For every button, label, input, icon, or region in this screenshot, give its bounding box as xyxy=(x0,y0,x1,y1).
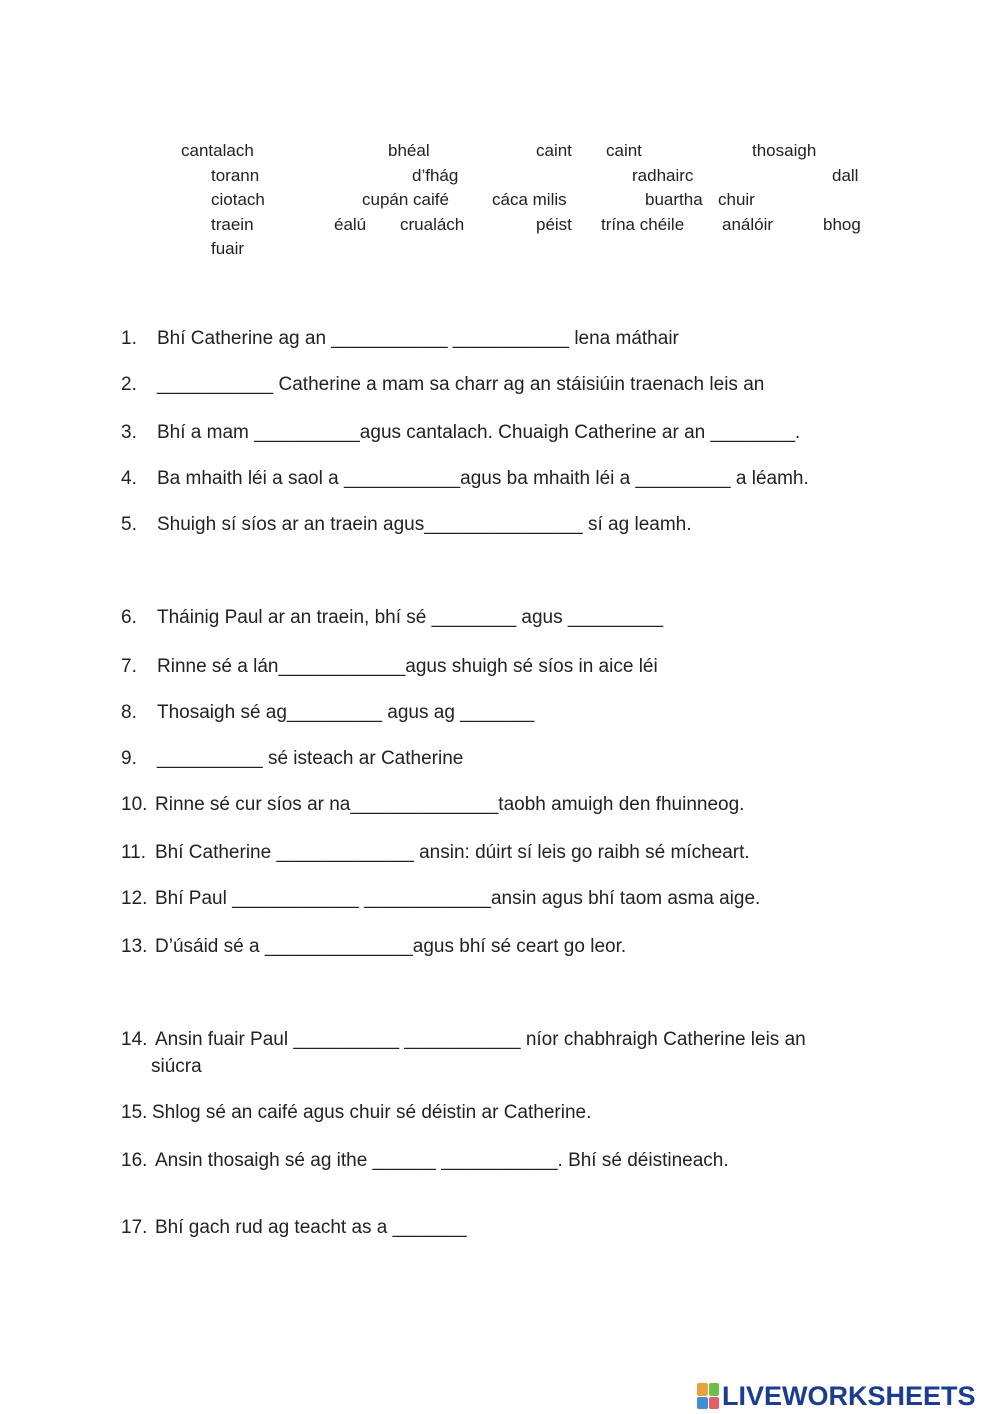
word-bank-word: éalú xyxy=(334,215,367,234)
question-11 xyxy=(121,840,750,866)
question-7 xyxy=(121,654,658,680)
word-bank-word: bhog xyxy=(823,215,861,234)
word-bank-word: cupán caifé xyxy=(362,190,449,209)
question-number: 14. xyxy=(121,1029,148,1050)
word-bank-word: péist xyxy=(536,215,572,234)
question-text: Bhí Paul ____________ ____________ansin agus bhí taom asma aige. xyxy=(155,888,761,909)
question-5 xyxy=(121,512,692,538)
question-12 xyxy=(121,886,760,912)
question-text: D’úsáid sé a ______________agus bhí sé ceart go leor. xyxy=(155,936,627,957)
word-bank-word: caint xyxy=(606,141,642,160)
logo-square xyxy=(697,1397,708,1410)
word-bank-word: análóir xyxy=(722,215,774,234)
question-number: 15. xyxy=(121,1102,148,1123)
question-15 xyxy=(121,1100,591,1126)
question-8 xyxy=(121,700,534,726)
word-bank-word: cantalach xyxy=(181,141,254,160)
question-text: Shuigh sí síos ar an traein agus_______________ sí ag leamh. xyxy=(157,514,692,535)
question-number: 3. xyxy=(121,422,137,443)
word-bank-word: bhéal xyxy=(388,141,430,160)
question-text: Ansin fuair Paul __________ ___________ níor chabhraigh Catherine leis an xyxy=(155,1029,806,1050)
word-bank-word: chuir xyxy=(718,190,755,209)
liveworksheets-logo-text: LIVEWORKSHEETS xyxy=(722,1380,976,1411)
question-text: Ba mhaith léi a saol a ___________agus ba mhaith léi a _________ a léamh. xyxy=(157,468,809,489)
question-number: 1. xyxy=(121,328,137,349)
question-number: 9. xyxy=(121,748,137,769)
question-text: Bhí Catherine ag an ___________ ___________ lena máthair xyxy=(157,328,679,349)
word-bank-word: thosaigh xyxy=(752,141,817,160)
word-bank-word: trína chéile xyxy=(601,215,685,234)
question-number: 6. xyxy=(121,607,137,628)
question-number: 17. xyxy=(121,1217,148,1238)
word-bank-word: ciotach xyxy=(211,190,265,209)
word-bank-word: radhairc xyxy=(632,166,694,185)
question-text: Bhí gach rud ag teacht as a _______ xyxy=(155,1217,467,1238)
question-number: 12. xyxy=(121,888,148,909)
word-bank-word: buartha xyxy=(645,190,703,209)
question-text: ___________ Catherine a mam sa charr ag an stáisiúin traenach leis an xyxy=(157,374,765,395)
question-3 xyxy=(121,420,800,446)
question-number: 10. xyxy=(121,794,148,815)
question-1 xyxy=(121,326,679,352)
question-14-continuation: siúcra xyxy=(151,1056,202,1077)
word-bank-word: dall xyxy=(832,166,859,185)
logo-square xyxy=(709,1383,720,1396)
question-number: 8. xyxy=(121,702,137,723)
question-text: Rinne sé a lán____________agus shuigh sé síos in aice léi xyxy=(157,656,658,677)
word-bank-word: traein xyxy=(211,215,254,234)
question-9 xyxy=(121,746,463,772)
word-bank-word: d’fhág xyxy=(412,166,459,185)
question-text: Bhí Catherine _____________ ansin: dúirt sí leis go raibh sé mícheart. xyxy=(155,842,750,863)
question-16 xyxy=(121,1148,729,1174)
question-number: 2. xyxy=(121,374,137,395)
question-text: Thosaigh sé ag_________ agus ag _______ xyxy=(157,702,535,723)
question-number: 7. xyxy=(121,656,137,677)
question-text: Shlog sé an caifé agus chuir sé déistin ar Catherine. xyxy=(152,1102,592,1123)
question-number: 13. xyxy=(121,936,148,957)
question-10 xyxy=(121,792,744,818)
question-2 xyxy=(121,372,764,398)
question-number: 5. xyxy=(121,514,137,535)
question-14 xyxy=(121,1027,806,1053)
word-bank-word: caint xyxy=(536,141,572,160)
question-number: 11. xyxy=(121,842,147,863)
question-text: Bhí a mam __________agus cantalach. Chuaigh Catherine ar an ________. xyxy=(157,422,801,443)
question-17 xyxy=(121,1215,467,1241)
question-4 xyxy=(121,466,809,492)
word-bank-word: cáca milis xyxy=(492,190,567,209)
word-bank-word: crualách xyxy=(400,215,465,234)
question-text: Rinne sé cur síos ar na______________taobh amuigh den fhuinneog. xyxy=(155,794,745,815)
liveworksheets-logo xyxy=(697,1381,976,1411)
question-13 xyxy=(121,934,626,960)
question-number: 4. xyxy=(121,468,137,489)
word-bank-word: torann xyxy=(211,166,260,185)
question-text: __________ sé isteach ar Catherine xyxy=(157,748,464,769)
question-6 xyxy=(121,605,663,631)
word-bank-word: fuair xyxy=(211,239,245,258)
question-text: Tháinig Paul ar an traein, bhí sé ________ agus _________ xyxy=(157,607,664,628)
logo-square xyxy=(709,1397,720,1410)
question-text: Ansin thosaigh sé ag ithe ______ ___________. Bhí sé déistineach. xyxy=(155,1150,729,1171)
question-number: 16. xyxy=(121,1150,148,1171)
logo-square xyxy=(697,1383,708,1396)
liveworksheets-logo-icon xyxy=(697,1383,719,1409)
